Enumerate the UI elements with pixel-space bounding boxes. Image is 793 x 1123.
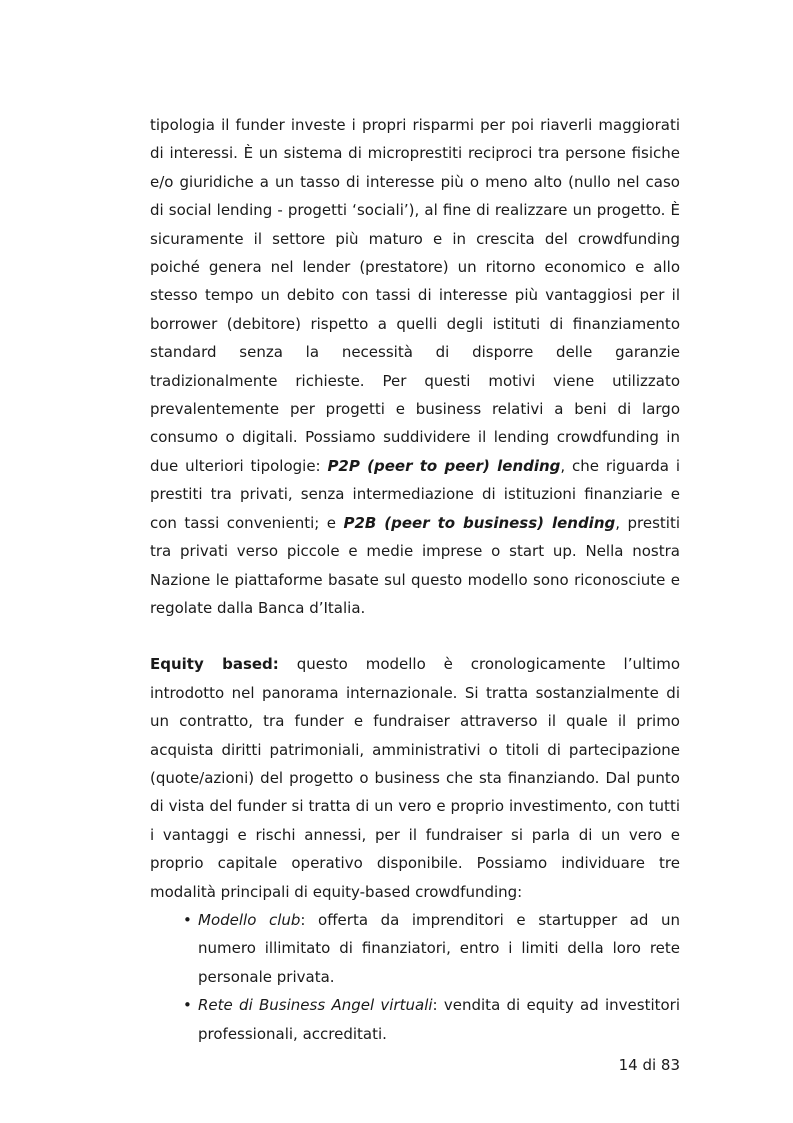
paragraph-text: questo modello è cronologicamente l’ultimo introdotto nel panorama internazionale. Si tratta sostanzialmente di un contratto, tra funder e fundraiser attraverso il quale il primo acquista diritti patrimoniali, amministrativi o titoli di partecipazione (quote/azioni) del progetto o business che sta finanziando. Dal punto di vista del funder si tratta di un vero e proprio investimento, con tutti i vantaggi e rischi annessi, per il fundraiser si parla di un vero e proprio capitale operativo disponibile. Possiamo individuare tre modalità principali di equity-based crowdfunding: [150, 655, 680, 901]
bullet-icon: • [183, 996, 192, 1015]
paragraph-text: tipologia il funder investe i propri risparmi per poi riaverli maggiorati di interessi. È un sistema di microprestiti reciproci tra persone fisiche e/o giuridiche a un tasso di interesse più o meno alto (nullo nel caso di social lending - progetti ‘sociali’), al fine di realizzare un progetto. È sicuramente il settore più maturo e in crescita del crowdfunding poiché genera nel lender (prestatore) un ritorno economico e allo stesso tempo un debito con tassi di interesse più vantaggiosi per il borrower (debitore) rispetto a quelli degli istituti di finanziamento standard senza la necessità di disporre delle garanzie tradizionalmente richieste. Per questi motivi viene utilizzato prevalentemente per progetti e business relativi a beni di largo consumo o digitali. Possiamo suddividere il lending crowdfunding in due ulteriori tipologie: [150, 116, 680, 475]
list-item [150, 991, 680, 1048]
list-item-term: Rete di Business Angel virtuali [198, 996, 433, 1015]
body-text [150, 111, 680, 1048]
bullet-icon: • [183, 910, 192, 929]
paragraph-lending [150, 111, 680, 622]
page-number: 14 di 83 [618, 1056, 680, 1074]
list-item-term: Modello club [198, 910, 301, 929]
list-item-text: : offerta da imprenditori e startupper ad un numero illimitato di finanziatori, entro i limiti della loro rete personale privata. [198, 910, 680, 986]
paragraph-equity-based [150, 650, 680, 906]
equity-based-heading: Equity based: [150, 655, 279, 674]
list-item-text: : vendita di equity ad investitori professionali, accreditati. [198, 996, 681, 1043]
paragraph-text: , prestiti tra privati verso piccole e medie imprese o start up. Nella nostra Nazione le piattaforme basate sul questo modello sono riconosciute e regolate dalla Banca d’Italia. [150, 513, 680, 617]
paragraph-text: , che riguarda i prestiti tra privati, senza intermediazione di istituzioni finanziarie e con tassi convenienti; e [150, 456, 680, 532]
list-item [150, 906, 680, 991]
term-p2b-lending: P2B (peer to business) lending [343, 513, 616, 532]
term-p2p-lending: P2P (peer to peer) lending [327, 456, 561, 475]
equity-models-list [150, 906, 680, 1048]
